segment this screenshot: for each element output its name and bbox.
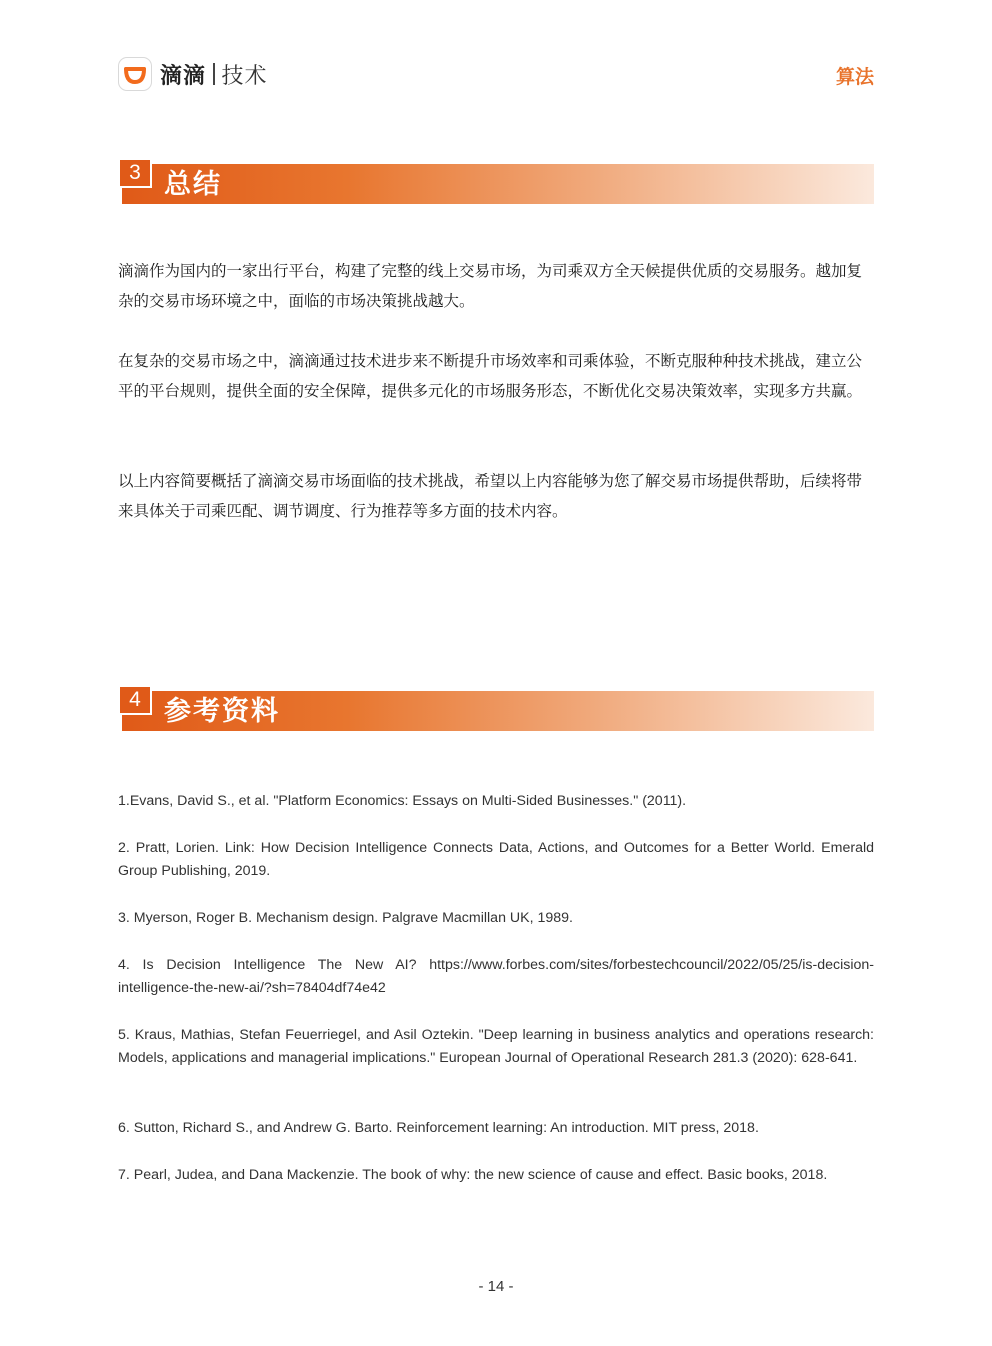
- section-title: 总结: [164, 169, 222, 200]
- reference-item: 5. Kraus, Mathias, Stefan Feuerriegel, and Asil Oztekin. "Deep learning in business analytics and operations research: Models, applications and managerial implications." European Journal of Operational Research 281.3 (2020): 628-641.: [118, 1027, 874, 1066]
- brand-name: 滴滴: [160, 63, 207, 89]
- section-header-summary: [122, 161, 874, 204]
- page-number: - 14 -: [478, 1278, 514, 1295]
- reference-item: 4. Is Decision Intelligence The New AI? https://www.forbes.com/sites/forbestechcouncil/2022/05/25/is-decision-intelligence-the-new-ai/?sh=78404df74e42: [118, 957, 874, 996]
- summary-paragraph: 以上内容简要概括了滴滴交易市场面临的技术挑战，希望以上内容能够为您了解交易市场提供帮助，后续将带来具体关于司乘匹配、调节调度、行为推荐等多方面的技术内容。: [118, 472, 863, 520]
- reference-item: 7. Pearl, Judea, and Dana Mackenzie. The book of why: the new science of cause and effect. Basic books, 2018.: [118, 1167, 828, 1183]
- section-number: 3: [118, 158, 152, 188]
- brand-subtitle: 技术: [221, 63, 268, 89]
- reference-item: 2. Pratt, Lorien. Link: How Decision Intelligence Connects Data, Actions, and Outcomes for a Better World. Emerald Group Publishing, 2019.: [118, 840, 874, 879]
- summary-paragraph: 滴滴作为国内的一家出行平台，构建了完整的线上交易市场，为司乘双方全天候提供优质的交易服务。越加复杂的交易市场环境之中，面临的市场决策挑战越大。: [118, 262, 863, 310]
- section-title: 参考资料: [164, 696, 280, 727]
- category-label: 算法: [835, 66, 874, 88]
- didi-logo-icon: [118, 57, 152, 91]
- section-header-references: [122, 688, 874, 731]
- reference-item: 3. Myerson, Roger B. Mechanism design. Palgrave Macmillan UK, 1989.: [118, 910, 573, 926]
- summary-paragraph: 在复杂的交易市场之中，滴滴通过技术进步来不断提升市场效率和司乘体验，不断克服种种技术挑战，建立公平的平台规则，提供全面的安全保障，提供多元化的市场服务形态，不断优化交易决策效率，实现多方共赢。: [118, 352, 863, 400]
- brand-logo: [118, 56, 268, 92]
- reference-item: 6. Sutton, Richard S., and Andrew G. Barto. Reinforcement learning: An introduction. MIT press, 2018.: [118, 1120, 759, 1136]
- section-number: 4: [118, 685, 152, 715]
- brand-divider: [213, 63, 215, 85]
- reference-item: 1.Evans, David S., et al. "Platform Economics: Essays on Multi-Sided Businesses." (2011).: [118, 793, 687, 809]
